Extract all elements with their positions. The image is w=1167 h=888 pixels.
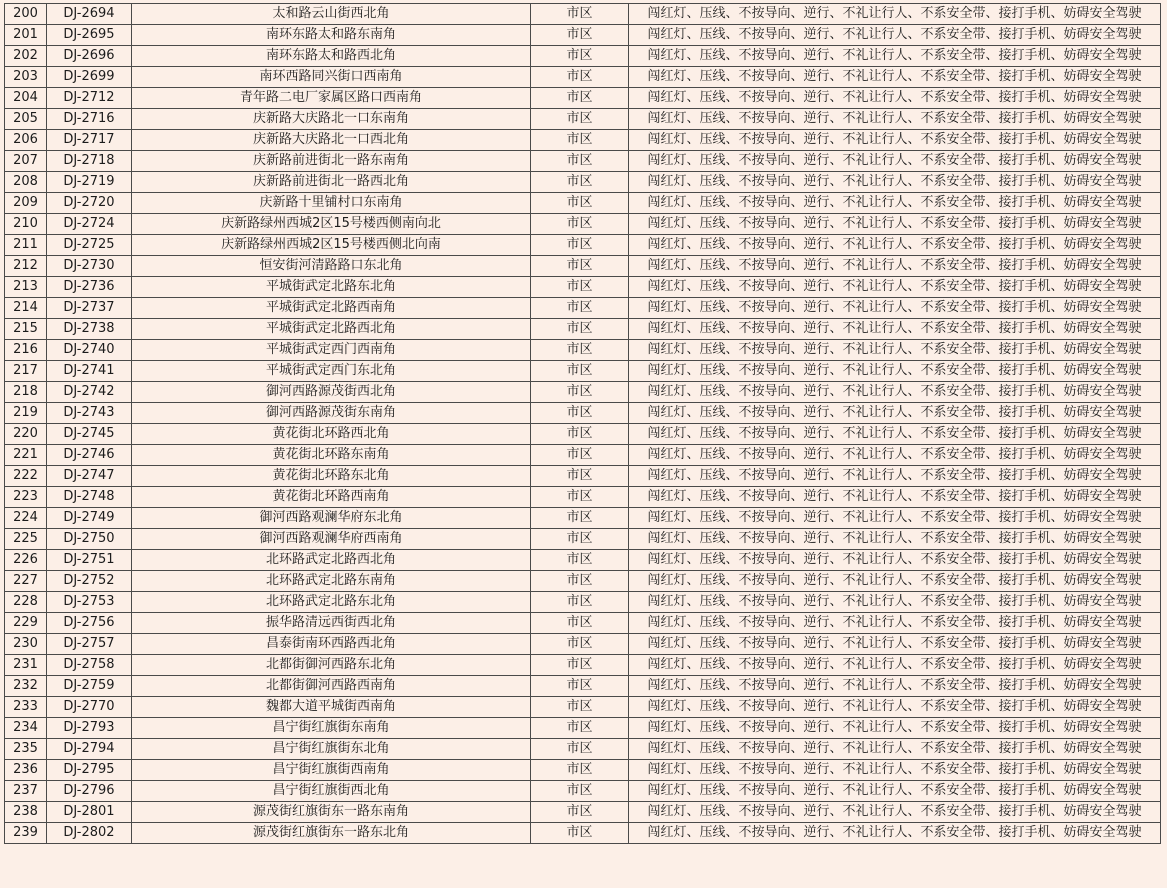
table-row [5, 25, 1161, 46]
district: 市区 [531, 697, 629, 718]
location: 源茂街红旗街东一路东北角 [132, 823, 531, 844]
district: 市区 [531, 340, 629, 361]
violation-types: 闯红灯、压线、不按导向、逆行、不礼让行人、不系安全带、接打手机、妨碍安全驾驶 [629, 781, 1161, 802]
table-row [5, 193, 1161, 214]
violation-types: 闯红灯、压线、不按导向、逆行、不礼让行人、不系安全带、接打手机、妨碍安全驾驶 [629, 529, 1161, 550]
device-code: DJ-2802 [47, 823, 132, 844]
row-number: 218 [5, 382, 47, 403]
violation-types: 闯红灯、压线、不按导向、逆行、不礼让行人、不系安全带、接打手机、妨碍安全驾驶 [629, 361, 1161, 382]
district: 市区 [531, 25, 629, 46]
table-row [5, 88, 1161, 109]
violation-types: 闯红灯、压线、不按导向、逆行、不礼让行人、不系安全带、接打手机、妨碍安全驾驶 [629, 25, 1161, 46]
table-row [5, 592, 1161, 613]
table-row [5, 655, 1161, 676]
device-code: DJ-2753 [47, 592, 132, 613]
device-code: DJ-2756 [47, 613, 132, 634]
table-row [5, 298, 1161, 319]
violation-types: 闯红灯、压线、不按导向、逆行、不礼让行人、不系安全带、接打手机、妨碍安全驾驶 [629, 256, 1161, 277]
location: 庆新路前进街北一路东南角 [132, 151, 531, 172]
device-code: DJ-2758 [47, 655, 132, 676]
district: 市区 [531, 151, 629, 172]
violation-types: 闯红灯、压线、不按导向、逆行、不礼让行人、不系安全带、接打手机、妨碍安全驾驶 [629, 634, 1161, 655]
table-row [5, 823, 1161, 844]
district: 市区 [531, 403, 629, 424]
table-row [5, 613, 1161, 634]
violation-types: 闯红灯、压线、不按导向、逆行、不礼让行人、不系安全带、接打手机、妨碍安全驾驶 [629, 382, 1161, 403]
violation-types: 闯红灯、压线、不按导向、逆行、不礼让行人、不系安全带、接打手机、妨碍安全驾驶 [629, 550, 1161, 571]
row-number: 207 [5, 151, 47, 172]
device-code: DJ-2717 [47, 130, 132, 151]
district: 市区 [531, 382, 629, 403]
violation-types: 闯红灯、压线、不按导向、逆行、不礼让行人、不系安全带、接打手机、妨碍安全驾驶 [629, 298, 1161, 319]
device-code: DJ-2770 [47, 697, 132, 718]
device-code: DJ-2695 [47, 25, 132, 46]
row-number: 205 [5, 109, 47, 130]
violation-types: 闯红灯、压线、不按导向、逆行、不礼让行人、不系安全带、接打手机、妨碍安全驾驶 [629, 424, 1161, 445]
violation-types: 闯红灯、压线、不按导向、逆行、不礼让行人、不系安全带、接打手机、妨碍安全驾驶 [629, 403, 1161, 424]
district: 市区 [531, 655, 629, 676]
location: 庆新路大庆路北一口西北角 [132, 130, 531, 151]
device-code: DJ-2742 [47, 382, 132, 403]
row-number: 231 [5, 655, 47, 676]
table-row [5, 781, 1161, 802]
row-number: 213 [5, 277, 47, 298]
district: 市区 [531, 613, 629, 634]
table-row [5, 340, 1161, 361]
district: 市区 [531, 67, 629, 88]
row-number: 238 [5, 802, 47, 823]
violation-types: 闯红灯、压线、不按导向、逆行、不礼让行人、不系安全带、接打手机、妨碍安全驾驶 [629, 676, 1161, 697]
device-code: DJ-2746 [47, 445, 132, 466]
table-row [5, 382, 1161, 403]
location: 恒安街河清路路口东北角 [132, 256, 531, 277]
device-code: DJ-2694 [47, 4, 132, 25]
location: 庆新路大庆路北一口东南角 [132, 109, 531, 130]
location: 御河西路观澜华府西南角 [132, 529, 531, 550]
location: 御河西路源茂街西北角 [132, 382, 531, 403]
location: 昌宁街红旗街西北角 [132, 781, 531, 802]
district: 市区 [531, 298, 629, 319]
row-number: 206 [5, 130, 47, 151]
table-row [5, 235, 1161, 256]
row-number: 232 [5, 676, 47, 697]
table-row [5, 277, 1161, 298]
violation-types: 闯红灯、压线、不按导向、逆行、不礼让行人、不系安全带、接打手机、妨碍安全驾驶 [629, 319, 1161, 340]
location: 庆新路前进街北一路西北角 [132, 172, 531, 193]
device-table [4, 3, 1161, 844]
district: 市区 [531, 781, 629, 802]
district: 市区 [531, 109, 629, 130]
violation-types: 闯红灯、压线、不按导向、逆行、不礼让行人、不系安全带、接打手机、妨碍安全驾驶 [629, 109, 1161, 130]
row-number: 227 [5, 571, 47, 592]
row-number: 203 [5, 67, 47, 88]
table-row [5, 802, 1161, 823]
device-code: DJ-2759 [47, 676, 132, 697]
device-code: DJ-2738 [47, 319, 132, 340]
district: 市区 [531, 424, 629, 445]
location: 御河西路源茂街东南角 [132, 403, 531, 424]
violation-types: 闯红灯、压线、不按导向、逆行、不礼让行人、不系安全带、接打手机、妨碍安全驾驶 [629, 445, 1161, 466]
district: 市区 [531, 508, 629, 529]
device-code: DJ-2716 [47, 109, 132, 130]
table-row [5, 466, 1161, 487]
device-code: DJ-2737 [47, 298, 132, 319]
device-code: DJ-2740 [47, 340, 132, 361]
location: 南环西路同兴街口西南角 [132, 67, 531, 88]
row-number: 228 [5, 592, 47, 613]
device-code: DJ-2720 [47, 193, 132, 214]
table-row [5, 529, 1161, 550]
device-table-body [5, 4, 1161, 844]
district: 市区 [531, 676, 629, 697]
violation-types: 闯红灯、压线、不按导向、逆行、不礼让行人、不系安全带、接打手机、妨碍安全驾驶 [629, 760, 1161, 781]
district: 市区 [531, 193, 629, 214]
row-number: 204 [5, 88, 47, 109]
violation-types: 闯红灯、压线、不按导向、逆行、不礼让行人、不系安全带、接打手机、妨碍安全驾驶 [629, 592, 1161, 613]
violation-types: 闯红灯、压线、不按导向、逆行、不礼让行人、不系安全带、接打手机、妨碍安全驾驶 [629, 487, 1161, 508]
violation-types: 闯红灯、压线、不按导向、逆行、不礼让行人、不系安全带、接打手机、妨碍安全驾驶 [629, 571, 1161, 592]
device-code: DJ-2736 [47, 277, 132, 298]
row-number: 224 [5, 508, 47, 529]
table-row [5, 319, 1161, 340]
device-code: DJ-2696 [47, 46, 132, 67]
device-code: DJ-2796 [47, 781, 132, 802]
device-code: DJ-2801 [47, 802, 132, 823]
device-code: DJ-2725 [47, 235, 132, 256]
device-code: DJ-2793 [47, 718, 132, 739]
location: 太和路云山街西北角 [132, 4, 531, 25]
location: 昌泰街南环西路西北角 [132, 634, 531, 655]
row-number: 225 [5, 529, 47, 550]
row-number: 220 [5, 424, 47, 445]
location: 魏都大道平城街西南角 [132, 697, 531, 718]
location: 青年路二电厂家属区路口西南角 [132, 88, 531, 109]
device-code: DJ-2699 [47, 67, 132, 88]
device-code: DJ-2750 [47, 529, 132, 550]
location: 黄花街北环路东北角 [132, 466, 531, 487]
location: 平城街武定北路西南角 [132, 298, 531, 319]
violation-types: 闯红灯、压线、不按导向、逆行、不礼让行人、不系安全带、接打手机、妨碍安全驾驶 [629, 67, 1161, 88]
row-number: 212 [5, 256, 47, 277]
district: 市区 [531, 823, 629, 844]
row-number: 215 [5, 319, 47, 340]
table-row [5, 67, 1161, 88]
violation-types: 闯红灯、压线、不按导向、逆行、不礼让行人、不系安全带、接打手机、妨碍安全驾驶 [629, 277, 1161, 298]
row-number: 214 [5, 298, 47, 319]
location: 昌宁街红旗街东北角 [132, 739, 531, 760]
device-code: DJ-2724 [47, 214, 132, 235]
violation-types: 闯红灯、压线、不按导向、逆行、不礼让行人、不系安全带、接打手机、妨碍安全驾驶 [629, 46, 1161, 67]
table-row [5, 760, 1161, 781]
row-number: 223 [5, 487, 47, 508]
district: 市区 [531, 214, 629, 235]
table-row [5, 487, 1161, 508]
district: 市区 [531, 571, 629, 592]
violation-types: 闯红灯、压线、不按导向、逆行、不礼让行人、不系安全带、接打手机、妨碍安全驾驶 [629, 130, 1161, 151]
violation-types: 闯红灯、压线、不按导向、逆行、不礼让行人、不系安全带、接打手机、妨碍安全驾驶 [629, 697, 1161, 718]
table-row [5, 172, 1161, 193]
table-row [5, 130, 1161, 151]
district: 市区 [531, 445, 629, 466]
location: 平城街武定北路东北角 [132, 277, 531, 298]
district: 市区 [531, 361, 629, 382]
device-code: DJ-2712 [47, 88, 132, 109]
row-number: 200 [5, 4, 47, 25]
table-row [5, 4, 1161, 25]
row-number: 201 [5, 25, 47, 46]
device-code: DJ-2741 [47, 361, 132, 382]
table-row [5, 361, 1161, 382]
row-number: 226 [5, 550, 47, 571]
table-row [5, 46, 1161, 67]
location: 御河西路观澜华府东北角 [132, 508, 531, 529]
device-code: DJ-2748 [47, 487, 132, 508]
table-row [5, 214, 1161, 235]
location: 平城街武定北路西北角 [132, 319, 531, 340]
violation-types: 闯红灯、压线、不按导向、逆行、不礼让行人、不系安全带、接打手机、妨碍安全驾驶 [629, 613, 1161, 634]
district: 市区 [531, 235, 629, 256]
district: 市区 [531, 550, 629, 571]
location: 黄花街北环路西北角 [132, 424, 531, 445]
violation-types: 闯红灯、压线、不按导向、逆行、不礼让行人、不系安全带、接打手机、妨碍安全驾驶 [629, 4, 1161, 25]
location: 北环路武定北路东南角 [132, 571, 531, 592]
violation-types: 闯红灯、压线、不按导向、逆行、不礼让行人、不系安全带、接打手机、妨碍安全驾驶 [629, 802, 1161, 823]
violation-types: 闯红灯、压线、不按导向、逆行、不礼让行人、不系安全带、接打手机、妨碍安全驾驶 [629, 235, 1161, 256]
violation-types: 闯红灯、压线、不按导向、逆行、不礼让行人、不系安全带、接打手机、妨碍安全驾驶 [629, 466, 1161, 487]
row-number: 222 [5, 466, 47, 487]
district: 市区 [531, 130, 629, 151]
row-number: 230 [5, 634, 47, 655]
district: 市区 [531, 592, 629, 613]
device-code: DJ-2718 [47, 151, 132, 172]
table-row [5, 697, 1161, 718]
device-code: DJ-2752 [47, 571, 132, 592]
violation-types: 闯红灯、压线、不按导向、逆行、不礼让行人、不系安全带、接打手机、妨碍安全驾驶 [629, 340, 1161, 361]
device-code: DJ-2730 [47, 256, 132, 277]
district: 市区 [531, 319, 629, 340]
row-number: 234 [5, 718, 47, 739]
device-code: DJ-2719 [47, 172, 132, 193]
table-row [5, 676, 1161, 697]
location: 源茂街红旗街东一路东南角 [132, 802, 531, 823]
location: 昌宁街红旗街西南角 [132, 760, 531, 781]
table-row [5, 151, 1161, 172]
table-row [5, 550, 1161, 571]
district: 市区 [531, 739, 629, 760]
table-row [5, 508, 1161, 529]
row-number: 229 [5, 613, 47, 634]
table-row [5, 739, 1161, 760]
table-row [5, 256, 1161, 277]
table-row [5, 403, 1161, 424]
district: 市区 [531, 802, 629, 823]
row-number: 233 [5, 697, 47, 718]
device-code: DJ-2757 [47, 634, 132, 655]
device-code: DJ-2751 [47, 550, 132, 571]
row-number: 211 [5, 235, 47, 256]
district: 市区 [531, 172, 629, 193]
violation-types: 闯红灯、压线、不按导向、逆行、不礼让行人、不系安全带、接打手机、妨碍安全驾驶 [629, 193, 1161, 214]
row-number: 235 [5, 739, 47, 760]
row-number: 219 [5, 403, 47, 424]
violation-types: 闯红灯、压线、不按导向、逆行、不礼让行人、不系安全带、接打手机、妨碍安全驾驶 [629, 739, 1161, 760]
device-code: DJ-2794 [47, 739, 132, 760]
location: 黄花街北环路西南角 [132, 487, 531, 508]
location: 振华路清远西街西北角 [132, 613, 531, 634]
district: 市区 [531, 529, 629, 550]
location: 昌宁街红旗街东南角 [132, 718, 531, 739]
location: 北环路武定北路西北角 [132, 550, 531, 571]
row-number: 237 [5, 781, 47, 802]
device-code: DJ-2743 [47, 403, 132, 424]
row-number: 221 [5, 445, 47, 466]
location: 平城街武定西门西南角 [132, 340, 531, 361]
table-row [5, 634, 1161, 655]
district: 市区 [531, 466, 629, 487]
district: 市区 [531, 487, 629, 508]
violation-types: 闯红灯、压线、不按导向、逆行、不礼让行人、不系安全带、接打手机、妨碍安全驾驶 [629, 172, 1161, 193]
location: 北都街御河西路东北角 [132, 655, 531, 676]
row-number: 209 [5, 193, 47, 214]
row-number: 239 [5, 823, 47, 844]
device-code: DJ-2745 [47, 424, 132, 445]
district: 市区 [531, 718, 629, 739]
violation-types: 闯红灯、压线、不按导向、逆行、不礼让行人、不系安全带、接打手机、妨碍安全驾驶 [629, 655, 1161, 676]
location: 南环东路太和路西北角 [132, 46, 531, 67]
location: 南环东路太和路东南角 [132, 25, 531, 46]
violation-types: 闯红灯、压线、不按导向、逆行、不礼让行人、不系安全带、接打手机、妨碍安全驾驶 [629, 151, 1161, 172]
violation-types: 闯红灯、压线、不按导向、逆行、不礼让行人、不系安全带、接打手机、妨碍安全驾驶 [629, 823, 1161, 844]
table-row [5, 445, 1161, 466]
row-number: 236 [5, 760, 47, 781]
device-code: DJ-2747 [47, 466, 132, 487]
district: 市区 [531, 256, 629, 277]
device-code: DJ-2749 [47, 508, 132, 529]
row-number: 208 [5, 172, 47, 193]
violation-types: 闯红灯、压线、不按导向、逆行、不礼让行人、不系安全带、接打手机、妨碍安全驾驶 [629, 88, 1161, 109]
district: 市区 [531, 4, 629, 25]
location: 庆新路绿州西城2区15号楼西侧南向北 [132, 214, 531, 235]
row-number: 217 [5, 361, 47, 382]
location: 庆新路绿州西城2区15号楼西侧北向南 [132, 235, 531, 256]
row-number: 210 [5, 214, 47, 235]
district: 市区 [531, 88, 629, 109]
table-row [5, 109, 1161, 130]
row-number: 202 [5, 46, 47, 67]
district: 市区 [531, 46, 629, 67]
location: 庆新路十里铺村口东南角 [132, 193, 531, 214]
district: 市区 [531, 277, 629, 298]
location: 黄花街北环路东南角 [132, 445, 531, 466]
row-number: 216 [5, 340, 47, 361]
location: 平城街武定西门东北角 [132, 361, 531, 382]
violation-types: 闯红灯、压线、不按导向、逆行、不礼让行人、不系安全带、接打手机、妨碍安全驾驶 [629, 214, 1161, 235]
violation-types: 闯红灯、压线、不按导向、逆行、不礼让行人、不系安全带、接打手机、妨碍安全驾驶 [629, 508, 1161, 529]
location: 北都街御河西路西南角 [132, 676, 531, 697]
location: 北环路武定北路东北角 [132, 592, 531, 613]
violation-types: 闯红灯、压线、不按导向、逆行、不礼让行人、不系安全带、接打手机、妨碍安全驾驶 [629, 718, 1161, 739]
district: 市区 [531, 760, 629, 781]
district: 市区 [531, 634, 629, 655]
device-code: DJ-2795 [47, 760, 132, 781]
table-row [5, 571, 1161, 592]
table-row [5, 424, 1161, 445]
table-row [5, 718, 1161, 739]
